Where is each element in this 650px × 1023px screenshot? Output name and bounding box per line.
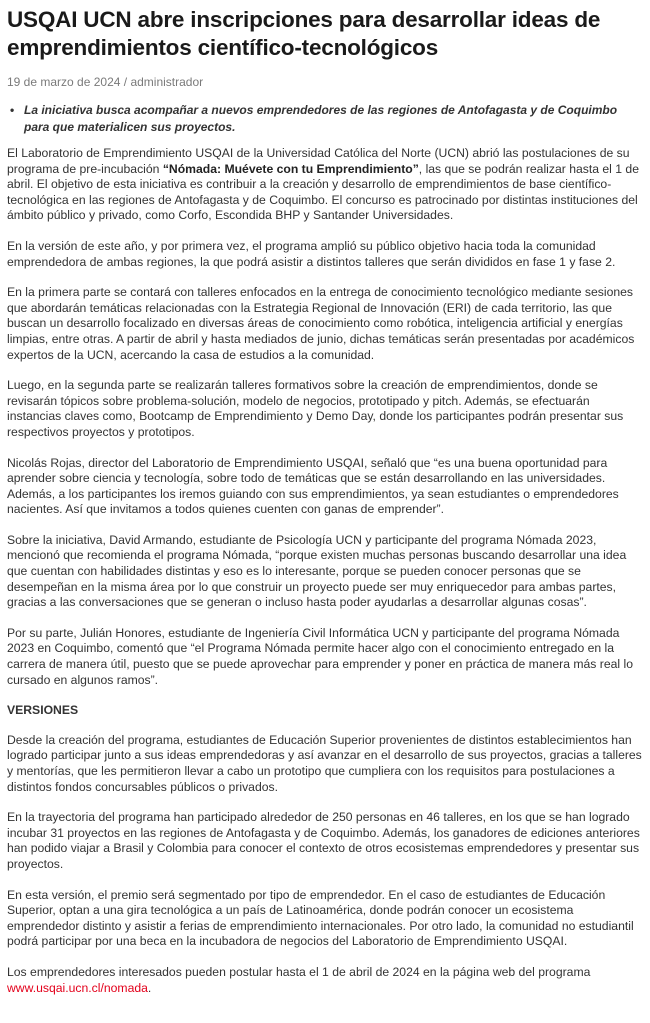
article-title: USQAI UCN abre inscripciones para desarrollar ideas de emprendimientos científico-tecnológicos: [7, 7, 601, 60]
paragraph-7: Por su parte, Julián Honores, estudiante de Ingeniería Civil Informática UCN y participante del programa Nómada 2023 en Coquimbo, comentó que “el Programa Nómada permite hacer algo con el conocimiento entregado en la carrera de manera útil, puesto que se puede aprovechar para emprender y poner en práctica de manera más real lo cursado en algunos ramos”.: [7, 625, 633, 687]
paragraph-9: En la trayectoria del programa han participado alrededor de 250 personas en 46 talleres, en los que se han logrado incubar 31 proyectos en las regiones de Antofagasta y de Coquimbo. Además, los ganadores de ediciones anteriores han podido viajar a Brasil y Colombia para conocer el contexto de otros ecosistemas emprendedores y presentar sus proyectos.: [7, 810, 640, 871]
lead-item: [10, 102, 643, 136]
section-heading-versiones: VERSIONES: [7, 703, 79, 718]
paragraph-11-end: .: [147, 980, 152, 995]
paragraph-4: Luego, en la segunda parte se realizarán talleres formativos sobre la creación de emprendimientos, donde se revisarán tópicos sobre problema-solución, modelo de negocios, prototipado y pitch. Además, se efectuarán instancias claves como, Bootcamp de Emprendimiento y Demo Day, donde los participantes podrán presentar sus respectivos proyectos y prototipos.: [7, 378, 624, 439]
paragraph-11: [7, 965, 643, 996]
paragraph-3: En la primera parte se contará con talleres enfocados en la entrega de conocimiento tecnológico mediante sesiones que abordarán temáticas relacionadas con la Estrategia Regional de Innovación (ERI) de cada territorio, las que buscan un desarrollo focalizado en diversas áreas de conocimiento como robótica, inteligencia artificial y energías limpias, entre otras. A partir de abril y hasta mediados de junio, dichas temáticas serán presentadas por académicos expertos de la UCN, acercando la casa de estudios a la comunidad.: [7, 285, 635, 362]
post-author[interactable]: administrador: [130, 75, 204, 89]
program-name: “Nómada: Muévete con tu Emprendimiento”: [162, 161, 419, 176]
bullet-icon: •: [10, 103, 15, 117]
paragraph-11-text: Los emprendedores interesados pueden postular hasta el 1 de abril de 2024 en la página web del programa: [7, 964, 591, 979]
paragraph-2: En la versión de este año, y por primera vez, el programa amplió su público objetivo hacia toda la comunidad emprendedora de ambas regiones, la que podrá asistir a distintos talleres que serán divididos en fase 1 y fase 2.: [7, 238, 616, 269]
meta-separator: /: [120, 75, 131, 89]
post-meta: [7, 75, 643, 90]
paragraph-6: Sobre la iniciativa, David Armando, estudiante de Psicología UCN y participante del programa Nómada 2023, mencionó que recomienda el programa Nómada, “porque existen muchas personas buscando desarrollar una idea que cuentan con habilidades distintas y eso es lo interesante, porque se pueden conocer personas que se desempeñan en la misma área por lo que construir un proyecto puede ser muy enriquecedor para ambas partes, gracias a las conversaciones que se generan o incluso hasta poder ayudarlas a desarrollar algunas cosas”.: [7, 532, 627, 610]
paragraph-8: Desde la creación del programa, estudiantes de Educación Superior provenientes de distintos establecimientos han logrado participar junto a sus ideas emprendedoras y así avanzar en el desarrollo de sus proyectos, gracias a talleres y mentorías, que les permitieron llevar a cabo un prototipo que cumpliera con los requisitos para postulaciones a distintos fondos concursables públicos o privados.: [7, 732, 642, 794]
paragraph-1-text-end: , las que se podrán realizar hasta el 1 de abril. El objetivo de esta iniciativa es contribuir a la creación y desarrollo de emprendimientos de base científico-tecnológica en las regiones de Antofagasta y de Coquimbo. El concurso es patrocinado por distintas instituciones del ámbito público y privado, como Corfo, Escondida BHP y Santander Universidades.: [7, 161, 639, 223]
paragraph-1-text-start: El Laboratorio de Emprendimiento USQAI de la Universidad Católica del Norte (UCN) abrió las postulaciones de su programa de pre-incubación: [7, 146, 630, 176]
program-website-link[interactable]: www.usqai.ucn.cl/nomada: [7, 980, 148, 995]
paragraph-5: Nicolás Rojas, director del Laboratorio de Emprendimiento USQAI, señaló que “es una buena oportunidad para aprender sobre ciencia y tecnología, sobre todo de temáticas que se están desarrollando en las universidades. Además, a los participantes los iremos guiando con sus emprendimientos, ya sean estudiantes o emprendedores nacientes. Así que invitamos a todos quienes cuenten con ganas de emprender”.: [7, 455, 619, 517]
paragraph-1: [7, 146, 643, 224]
paragraph-10: En esta versión, el premio será segmentado por tipo de emprendedor. En el caso de estudiantes de Educación Superior, optan a una gira tecnológica a un país de Latinoamérica, donde podrán conocer un ecosistema emprendedor distinto y asistir a ferias de emprendimiento internacionales. Por otro lado, la comunidad no estudiantil podrá participar por una beca en la incubadora de negocios del Laboratorio de Emprendimiento USQAI.: [7, 887, 634, 949]
lead-list: [7, 102, 643, 136]
lead-text: La iniciativa busca acompañar a nuevos emprendedores de las regiones de Antofagasta y de Coquimbo para que materialicen sus proyectos.: [24, 103, 618, 134]
post-date[interactable]: 19 de marzo de 2024: [7, 75, 121, 89]
